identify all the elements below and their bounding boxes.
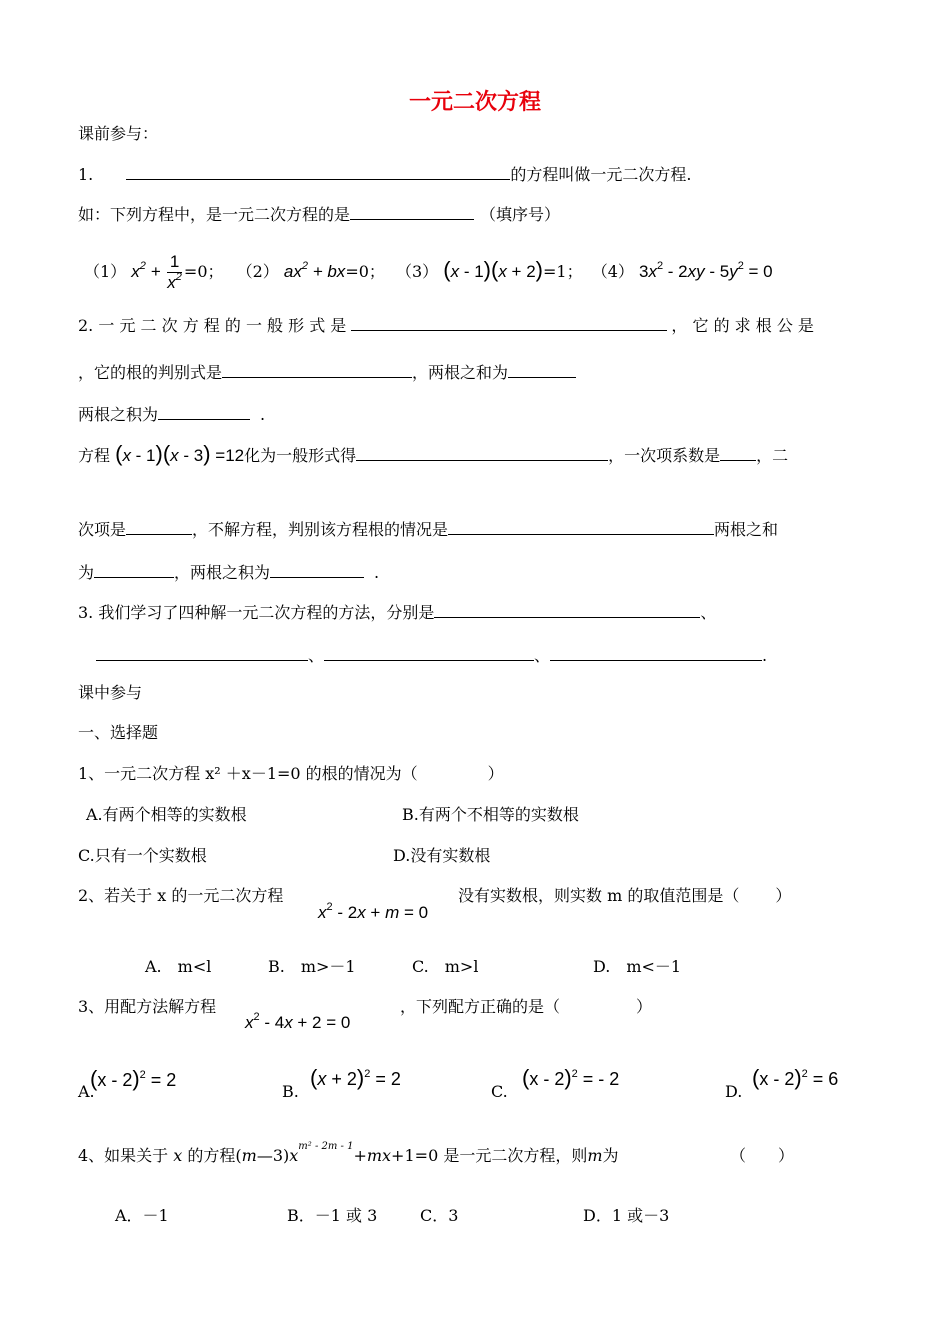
choice-2-option-c[interactable]: C. m>l	[412, 957, 479, 976]
q1-number: 1.	[78, 165, 94, 184]
choice-4-option-a[interactable]: A．－1	[115, 1206, 169, 1225]
q2-roots-sum-for: 为	[78, 563, 95, 582]
choice-3-option-d-label[interactable]: D.	[725, 1082, 743, 1101]
in-class-heading: 课中参与	[78, 683, 143, 702]
choice-4-option-c[interactable]: C．3	[420, 1206, 459, 1225]
q1-example	[78, 203, 560, 225]
q3-method-3-blank[interactable]	[324, 644, 534, 661]
q2-general-blank[interactable]	[356, 444, 608, 461]
q2-line-2	[78, 361, 576, 383]
q2-line-5	[78, 518, 778, 540]
choice-3-close: ）	[636, 997, 653, 1016]
option-2-eq: =0；	[345, 262, 385, 281]
q2-equation-math: (x - 1)(x - 3) =12	[115, 441, 245, 466]
q2-line-3	[78, 403, 265, 425]
q1-example-lead: 如：下列方程中，是一元二次方程的是	[78, 205, 351, 224]
choice-2-option-d[interactable]: D. m<－1	[593, 957, 682, 976]
choice-3-tail-text: ，下列配方正确的是（	[400, 997, 561, 1016]
q2-lead: 2. 一 元 二 次 方 程 的 一 般 形 式 是	[78, 316, 347, 335]
choice-3-option-b-math: $(x + 2)^2 = 2$	[310, 1065, 401, 1090]
q2-product-lead: 两根之积为	[78, 405, 159, 424]
choice-1-close: ）	[487, 764, 504, 783]
q3-end: .	[762, 646, 768, 665]
q2-product-tail: .	[260, 405, 266, 424]
option-2-label: （2）	[236, 262, 279, 281]
option-4-label: （4）	[591, 262, 634, 281]
q2-linear-coef-blank[interactable]	[720, 444, 756, 461]
page-title: 一元二次方程	[408, 89, 541, 115]
option-3-math: (x - 1)(x + 2)	[443, 257, 543, 282]
pre-class-heading: 课前参与：	[78, 124, 159, 143]
q1-text: 的方程叫做一元二次方程.	[510, 165, 692, 184]
choice-4-stem-e: 为	[602, 1146, 619, 1165]
option-3-label: （3）	[396, 262, 439, 281]
choice-3-option-a-math: (x - 2)$^2$ = 2	[90, 1066, 177, 1091]
option-4-math: $3x^2 - 2xy - 5y^2 = 0$	[638, 260, 773, 281]
q3-sep-0: 、	[700, 603, 717, 622]
option-3-eq: =1；	[543, 262, 583, 281]
choice-2-stem-tail	[458, 886, 791, 906]
q3-lead: 3. 我们学习了四种解一元二次方程的方法，分别是	[78, 603, 435, 622]
q3-method-2-blank[interactable]	[96, 644, 308, 661]
choice-3-option-a-label[interactable]: A.	[78, 1082, 95, 1101]
option-1-fraction: $\frac{1}{x^2}$	[167, 252, 182, 292]
choice-2-stem-text: 2、若关于 x 的一元二次方程	[78, 886, 284, 905]
q2-line-4	[78, 441, 789, 466]
choice-4-power: $x^{m^2 - 2m - 1}+mx+$	[289, 1141, 405, 1165]
q2-line4-tail: ，二	[756, 446, 789, 465]
q2-roots-sum-blank[interactable]	[94, 561, 174, 578]
q1-blank[interactable]	[126, 163, 510, 180]
q2-linear-coef-lead: ，一次项系数是	[608, 446, 721, 465]
option-1-math: $x^2$ +	[131, 260, 166, 281]
section-choice-heading: 一、选择题	[78, 723, 159, 742]
q2-sum-blank[interactable]	[508, 361, 576, 378]
q1-example-blank[interactable]	[350, 203, 474, 220]
option-2-math: $ax^2$ + bx	[283, 260, 346, 281]
question-2	[78, 314, 814, 336]
q2-line6-tail: .	[374, 563, 380, 582]
choice-3-stem	[78, 997, 216, 1017]
choice-3-option-c-math: (x - 2)$^2$ = - 2	[522, 1065, 620, 1090]
choice-3-option-b-label[interactable]: B.	[282, 1082, 299, 1101]
question-3	[78, 601, 716, 623]
q2-roots-sum-lead: 两根之和	[714, 520, 779, 539]
choice-4-stem: 4、如果关于 x 的方程$(m—3)x^{m^2 - 2m - 1}+mx+1=0$ 是一元二次方程，则m为	[78, 1141, 619, 1165]
option-1-eq: =0；	[183, 262, 224, 281]
choice-3-option-d-math: (x - 2)$^2$ = 6	[752, 1065, 839, 1090]
choice-3-equation: $x^2 - 4x + 2 = 0$	[245, 1011, 351, 1032]
choice-1-option-c[interactable]: C.只有一个实数根	[78, 846, 207, 865]
q3-method-1-blank[interactable]	[434, 601, 700, 618]
question-1	[78, 163, 691, 185]
q2-roots-product-lead: ，两根之积为	[174, 563, 271, 582]
choice-2-stem	[78, 886, 283, 906]
choice-3-option-c-label[interactable]: C.	[491, 1082, 508, 1101]
q3-line-2	[96, 644, 767, 666]
choice-3-stem-tail	[400, 997, 652, 1017]
choice-1-option-a[interactable]: A.有两个相等的实数根	[86, 805, 247, 824]
choice-2-tail-text: 没有实数根，则实数 m 的取值范围是（	[458, 886, 740, 905]
choice-2-equation: $x^2 - 2x + m = 0$	[318, 901, 429, 922]
choice-4-var: x	[173, 1146, 183, 1165]
choice-1-option-d[interactable]: D.没有实数根	[393, 846, 491, 865]
q2-discriminant-blank[interactable]	[222, 361, 412, 378]
choice-4-stem-c: —3)	[256, 1146, 290, 1165]
q2-product-blank[interactable]	[158, 403, 250, 420]
choice-4-stem-a: 4、如果关于	[78, 1146, 169, 1165]
q2-equation-lead: 方程	[78, 446, 111, 465]
q2-root-situation-lead: ，不解方程，判别该方程根的情况是	[192, 520, 449, 539]
choice-1-option-b[interactable]: B.有两个不相等的实数根	[402, 805, 579, 824]
q2-quad-term-blank[interactable]	[126, 518, 192, 535]
choice-2-option-a[interactable]: A. m<l	[145, 957, 212, 976]
q1-options	[84, 252, 773, 293]
q2-discriminant-lead: ，它的根的判别式是	[78, 363, 223, 382]
option-1-label: （1）	[84, 262, 127, 281]
q3-method-4-blank[interactable]	[550, 644, 762, 661]
choice-2-close: ）	[775, 886, 792, 905]
q2-convert-lead: 化为一般形式得	[244, 446, 357, 465]
q2-line-6	[78, 561, 379, 583]
choice-4-m: m	[241, 1146, 257, 1165]
choice-4-answer-space[interactable]: （ ）	[730, 1146, 795, 1165]
choice-4-stem-d: =0 是一元二次方程，则	[414, 1146, 588, 1165]
choice-4-option-d[interactable]: D．1 或－3	[583, 1206, 670, 1225]
choice-2-option-b[interactable]: B. m>－1	[268, 957, 356, 976]
q1-example-tail: （填序号）	[480, 205, 561, 224]
q2-sum-lead: ，两根之和为	[412, 363, 509, 382]
choice-4-m2: m	[587, 1146, 603, 1165]
choice-3-stem-text: 3、用配方法解方程	[78, 997, 217, 1016]
q2-general-form-blank[interactable]	[351, 314, 667, 331]
q2-roots-product-blank[interactable]	[270, 561, 364, 578]
choice-4-stem-b: 的方程(	[187, 1146, 242, 1165]
q2-root-situation-blank[interactable]	[448, 518, 714, 535]
q3-sep-1: 、	[308, 646, 325, 665]
q2-mid: ， 它 的 求 根 公 是	[671, 316, 814, 335]
choice-1-stem-text: 1、一元二次方程 x² ＋x－1=0 的根的情况为（	[78, 764, 418, 783]
q3-sep-2: 、	[534, 646, 551, 665]
choice-1-stem	[78, 764, 504, 784]
choice-4-option-b[interactable]: B．－1 或 3	[287, 1206, 378, 1225]
q2-quad-term-lead: 次项是	[78, 520, 127, 539]
